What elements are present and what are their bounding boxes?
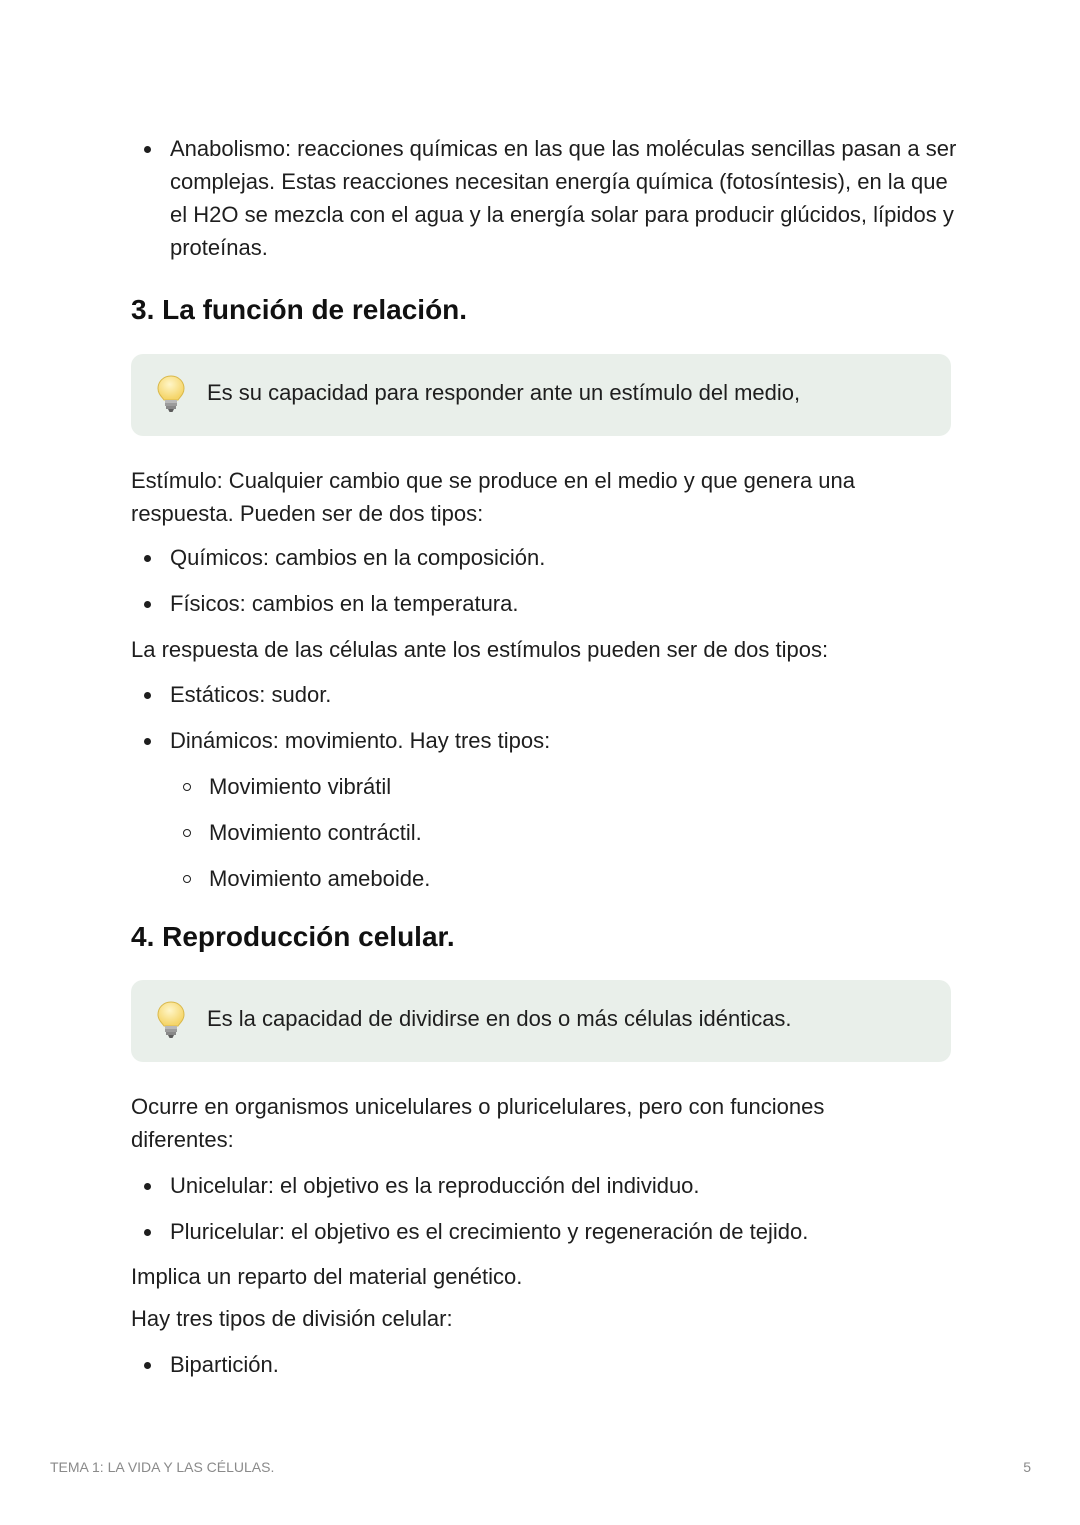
stimulus-paragraph: Estímulo: Cualquier cambio que se produce en el medio y que genera una respuesta. Pueden ser de dos tipos: bbox=[131, 468, 856, 526]
list-item: Estáticos: sudor. bbox=[131, 678, 951, 711]
list-item: Movimiento ameboide. bbox=[131, 862, 951, 895]
list-item: Unicelular: el objetivo es la reproducción del individuo. bbox=[131, 1169, 951, 1202]
movement-types-list bbox=[131, 770, 951, 895]
anabolism-list bbox=[131, 132, 957, 264]
lightbulb-icon bbox=[156, 374, 186, 414]
list-item: Anabolismo: reacciones químicas en las que las moléculas sencillas pasan a ser complejas. Estas reacciones necesitan energía química (fotosíntesis), en la que el H2O se mezcla con el agua y la energía solar para producir glúcidos, lípidos y proteínas. bbox=[131, 132, 960, 264]
list-item: Dinámicos: movimiento. Hay tres tipos: bbox=[131, 724, 951, 757]
division-paragraph: Hay tres tipos de división celular: bbox=[131, 1306, 453, 1331]
division-list bbox=[131, 1348, 951, 1381]
callout-text: Es su capacidad para responder ante un estímulo del medio, bbox=[207, 380, 801, 405]
list-item: Pluricelular: el objetivo es el crecimiento y regeneración de tejido. bbox=[131, 1215, 951, 1248]
list-item: Bipartición. bbox=[131, 1348, 951, 1381]
reproduction-paragraph: Ocurre en organismos unicelulares o pluricelulares, pero con funciones diferentes: bbox=[131, 1094, 825, 1152]
callout-box bbox=[131, 354, 951, 436]
page-number: 5 bbox=[1023, 1459, 1031, 1475]
callout-text: Es la capacidad de dividirse en dos o más células idénticas. bbox=[207, 1006, 792, 1031]
section-heading: 4. Reproducción celular. bbox=[131, 921, 455, 952]
response-list bbox=[131, 678, 951, 757]
footer-title: TEMA 1: LA VIDA Y LAS CÉLULAS. bbox=[50, 1459, 275, 1475]
section-heading: 3. La función de relación. bbox=[131, 294, 468, 325]
callout-box bbox=[131, 980, 951, 1062]
lightbulb-icon bbox=[156, 1000, 186, 1040]
list-item: Químicos: cambios en la composición. bbox=[131, 541, 951, 574]
list-item: Físicos: cambios en la temperatura. bbox=[131, 587, 951, 620]
reproduction-list bbox=[131, 1169, 951, 1248]
list-item: Movimiento contráctil. bbox=[131, 816, 951, 849]
response-paragraph: La respuesta de las células ante los estímulos pueden ser de dos tipos: bbox=[131, 637, 829, 662]
list-item: Movimiento vibrátil bbox=[131, 770, 951, 803]
document-body bbox=[131, 128, 957, 1381]
stimulus-list bbox=[131, 541, 951, 620]
genetic-paragraph: Implica un reparto del material genético. bbox=[131, 1264, 523, 1289]
